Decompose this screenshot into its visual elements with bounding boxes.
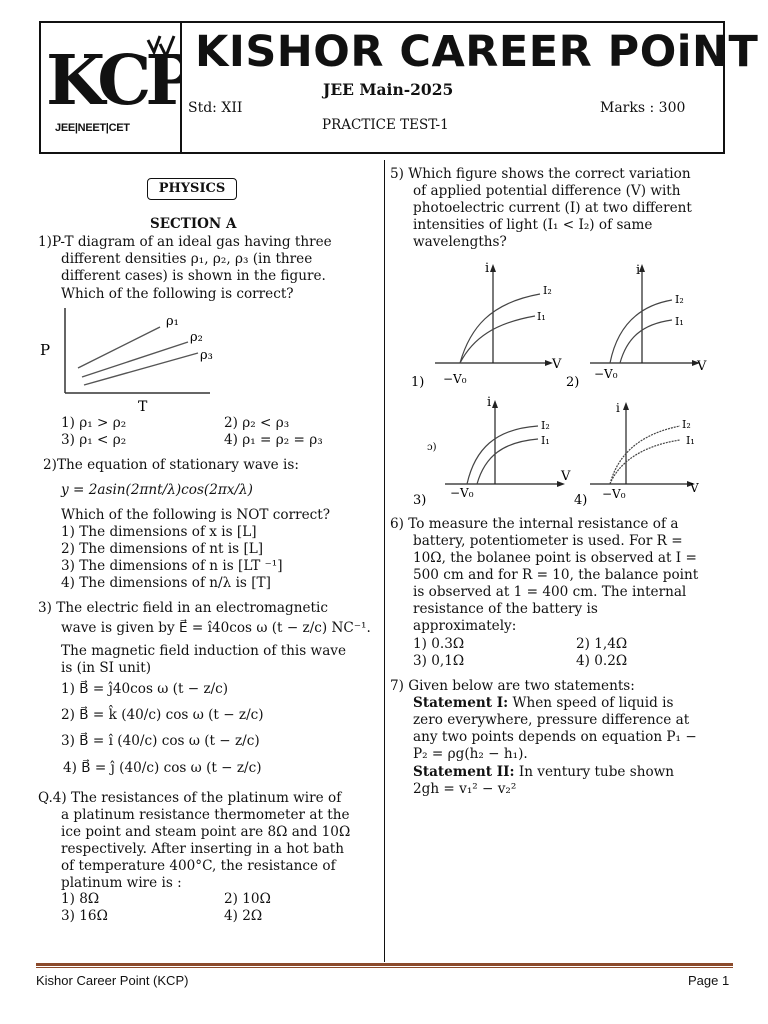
q6-line: 10Ω, the bolanee point is observed at I = xyxy=(413,550,697,566)
q5-line: wavelengths? xyxy=(413,234,507,250)
q2-option: 4) The dimensions of n/λ is [T] xyxy=(61,575,271,591)
q6-option: 4) 0.2Ω xyxy=(576,653,628,669)
exam-title: JEE Main-2025 xyxy=(323,80,454,99)
q2-stem: 2)The equation of stationary wave is: xyxy=(43,457,299,473)
statement-1-text: any two points depends on equation P₁ − xyxy=(413,729,697,745)
statement-2-text: In ventury tube shown xyxy=(518,764,675,780)
svg-text:1): 1) xyxy=(411,375,425,390)
q1-line: different densities ρ₁, ρ₂, ρ₃ (in three xyxy=(61,251,313,267)
q4-line: Q.4) The resistances of the platinum wire of xyxy=(38,790,342,806)
test-label: PRACTICE TEST-1 xyxy=(322,117,449,133)
marks-label: Marks : 300 xyxy=(600,100,686,116)
q3-line: The magnetic field induction of this wave xyxy=(61,643,347,659)
svg-text:−V₀: −V₀ xyxy=(602,487,626,501)
statement-1-label: Statement I: xyxy=(413,695,509,711)
q6-line: is observed at 1 = 400 cm. The internal xyxy=(413,584,687,600)
rho2-label: ρ₂ xyxy=(190,330,203,345)
q2-option: 3) The dimensions of n is [LT ⁻¹] xyxy=(61,558,283,574)
svg-text:I₂: I₂ xyxy=(543,284,552,297)
t-axis-label: T xyxy=(138,399,148,415)
q4-option: 4) 2Ω xyxy=(224,908,263,924)
svg-text:i: i xyxy=(636,263,641,278)
q7-stem: 7) Given below are two statements: xyxy=(390,678,635,694)
q4-option: 1) 8Ω xyxy=(61,891,100,907)
q2-line: Which of the following is NOT correct? xyxy=(61,507,331,523)
svg-text:−V₀: −V₀ xyxy=(450,486,474,500)
svg-text:i: i xyxy=(616,401,620,415)
q6-option: 1) 0.3Ω xyxy=(413,636,465,652)
q4-line: platinum wire is : xyxy=(61,875,182,891)
q6-line: resistance of the battery is xyxy=(413,601,598,617)
svg-text:V: V xyxy=(690,481,699,495)
svg-text:3): 3) xyxy=(413,493,427,508)
graph-option-4 xyxy=(570,394,720,512)
q6-line: 500 cm and for R = 10, the balance point xyxy=(413,567,699,583)
q2-option: 1) The dimensions of x is [L] xyxy=(61,524,257,540)
svg-text:I₂: I₂ xyxy=(675,293,684,306)
svg-text:V: V xyxy=(697,359,707,374)
graph-option-2 xyxy=(562,258,722,393)
q3-line: is (in SI unit) xyxy=(61,660,151,676)
statement-2-label: Statement II: xyxy=(413,764,515,780)
svg-text:i: i xyxy=(485,261,490,276)
rho3-label: ρ₃ xyxy=(200,348,213,363)
svg-text:KCP: KCP xyxy=(46,41,180,121)
svg-text:I₁: I₁ xyxy=(675,315,684,328)
p-axis-label: P xyxy=(40,341,51,359)
q1-line: 1)P-T diagram of an ideal gas having three xyxy=(38,234,332,250)
q1-option: 2) ρ₂ < ρ₃ xyxy=(224,415,290,431)
q3-line: wave is given by E⃗ = î40cos ω (t − z/c) NC⁻¹. xyxy=(61,620,371,636)
svg-text:4): 4) xyxy=(574,493,588,508)
footer-rule-thin xyxy=(36,967,733,968)
q1-option: 1) ρ₁ > ρ₂ xyxy=(61,415,127,431)
graph-option-1 xyxy=(405,258,575,393)
svg-text:V: V xyxy=(552,357,562,372)
q5-line: of applied potential difference (V) with xyxy=(413,183,681,199)
column-divider xyxy=(384,160,385,962)
footer-left: Kishor Career Point (KCP) xyxy=(36,973,189,988)
statement-2-text: 2gh = v₁² − v₂² xyxy=(413,781,517,797)
subject-badge: PHYSICS xyxy=(147,178,237,200)
svg-text:I₂: I₂ xyxy=(682,418,691,431)
q1-line: Which of the following is correct? xyxy=(61,286,294,302)
rho1-label: ρ₁ xyxy=(166,314,179,329)
svg-text:V: V xyxy=(561,469,571,484)
q2-equation: y = 2asin(2πnt/λ)cos(2πx/λ) xyxy=(61,482,253,498)
brand-title: KISHOR CAREER POiNT xyxy=(195,27,759,77)
q2-option: 2) The dimensions of nt is [L] xyxy=(61,541,264,557)
footer-rule xyxy=(36,963,733,966)
svg-text:I₁: I₁ xyxy=(541,434,550,447)
q1-option: 3) ρ₁ < ρ₂ xyxy=(61,432,127,448)
q5-line: 5) Which figure shows the correct variation xyxy=(390,166,691,182)
kcp-logo xyxy=(40,22,180,122)
q6-line: 6) To measure the internal resistance of a xyxy=(390,516,679,532)
q3-option: 4) B⃗ = ĵ (40/c) cos ω (t − z/c) xyxy=(63,760,262,776)
page-number: Page 1 xyxy=(688,973,730,988)
q3-line: 3) The electric field in an electromagnetic xyxy=(38,600,328,616)
statement-1-text: P₂ = ρg(h₂ − h₁). xyxy=(413,746,528,762)
q4-option: 2) 10Ω xyxy=(224,891,271,907)
q5-line: intensities of light (I₁ < I₂) of same xyxy=(413,217,653,233)
logo-subtitle: JEE|NEET|CET xyxy=(55,122,130,134)
q4-line: a platinum resistance thermometer at the xyxy=(61,807,350,823)
svg-text:I₁: I₁ xyxy=(537,310,546,323)
statement-1-text: When speed of liquid is xyxy=(512,695,674,711)
q6-option: 3) 0,1Ω xyxy=(413,653,465,669)
svg-text:−V₀: −V₀ xyxy=(443,372,467,386)
std-label: Std: XII xyxy=(188,100,243,116)
q4-option: 3) 16Ω xyxy=(61,908,108,924)
q3-option: 3) B⃗ = î (40/c) cos ω (t − z/c) xyxy=(61,733,260,749)
q1-option: 4) ρ₁ = ρ₂ = ρ₃ xyxy=(224,432,323,448)
svg-text:i: i xyxy=(487,395,492,410)
svg-text:I₁: I₁ xyxy=(686,434,695,447)
q3-option: 2) B⃗ = k̂ (40/c) cos ω (t − z/c) xyxy=(61,707,264,723)
svg-text:I₂: I₂ xyxy=(541,419,550,432)
pt-diagram xyxy=(38,305,228,415)
q3-option: 1) B⃗ = ĵ40cos ω (t − z/c) xyxy=(61,681,229,697)
q1-line: different cases) is shown in the figure. xyxy=(61,268,326,284)
q6-option: 2) 1,4Ω xyxy=(576,636,628,652)
q4-line: ice point and steam point are 8Ω and 10Ω xyxy=(61,824,351,840)
statement-1-text: zero everywhere, pressure difference at xyxy=(413,712,690,728)
svg-text:−V₀: −V₀ xyxy=(594,367,618,381)
q6-line: approximately: xyxy=(413,618,517,634)
section-heading: SECTION A xyxy=(150,216,237,232)
graph-option-3 xyxy=(405,394,575,512)
svg-text:2): 2) xyxy=(566,375,580,390)
svg-text:ɔ): ɔ) xyxy=(427,442,437,453)
q4-line: respectively. After inserting in a hot bath xyxy=(61,841,345,857)
q5-line: photoelectric current (I) at two different xyxy=(413,200,692,216)
q4-line: of temperature 400°C, the resistance of xyxy=(61,858,336,874)
q6-line: battery, potentiometer is used. For R = xyxy=(413,533,683,549)
